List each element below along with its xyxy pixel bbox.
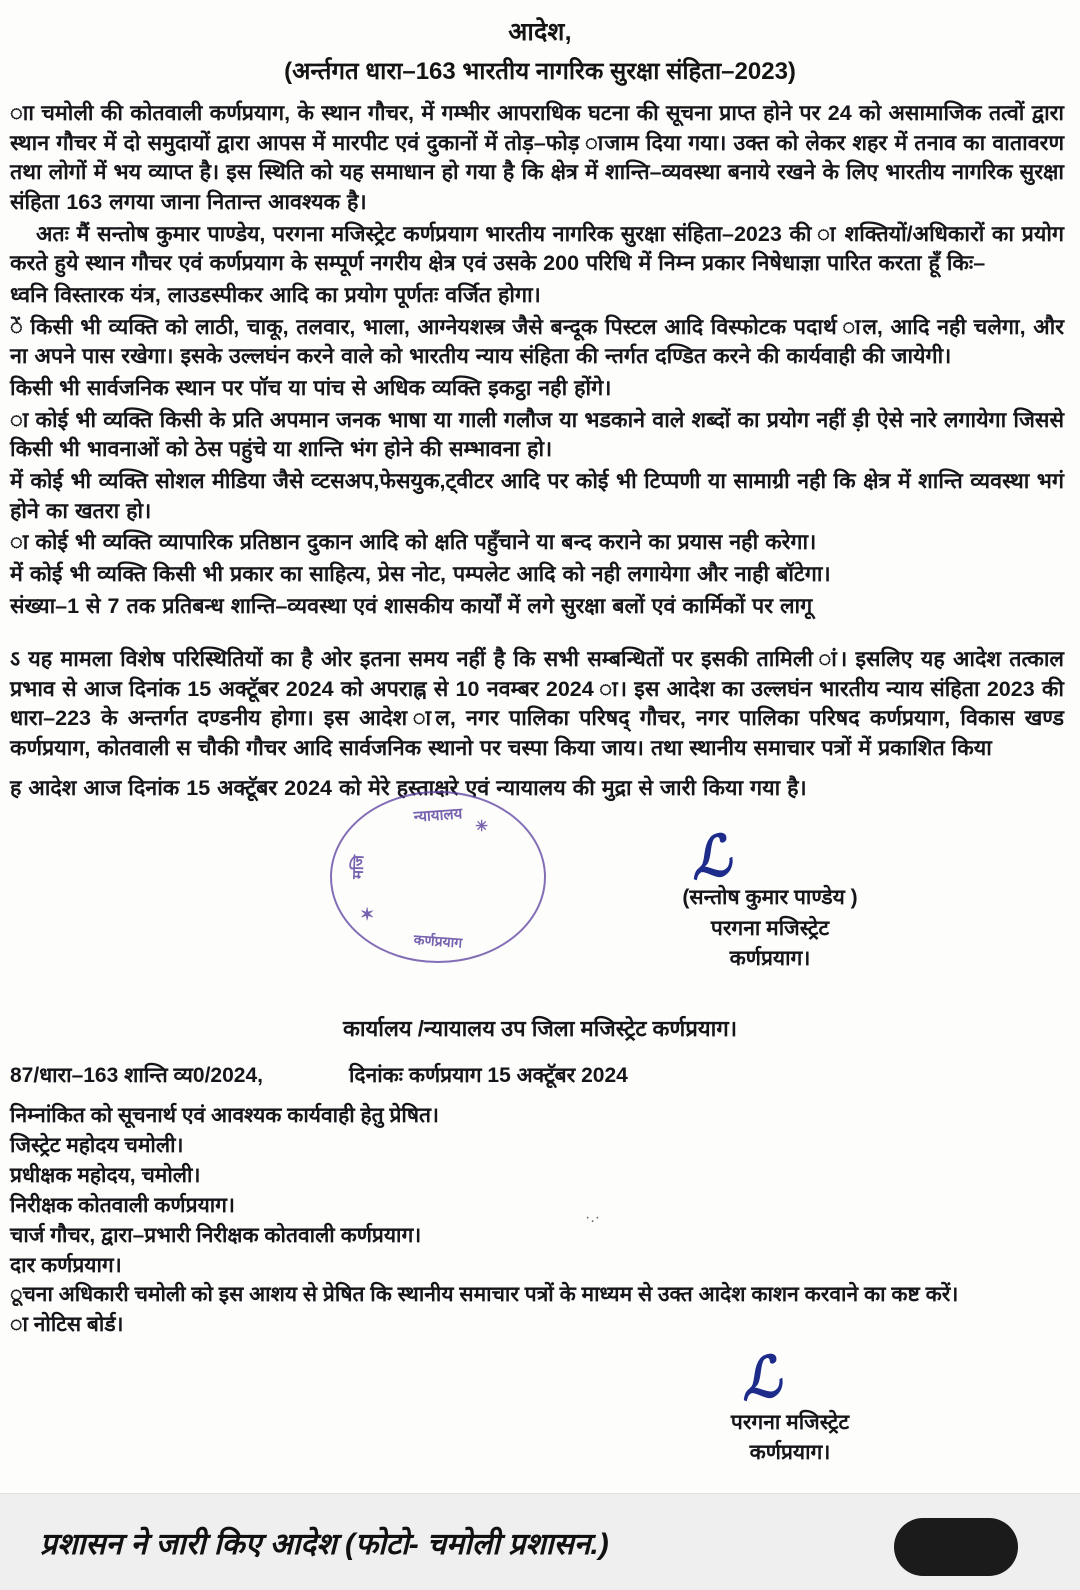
order-clause: में कोई भी व्यक्ति किसी भी प्रकार का साहित्य, प्रेस नोट, पम्पलेट आदि को नही लगायेगा और नाही बॉटेगा।	[10, 561, 831, 586]
office-signatory-block	[640, 1408, 940, 1469]
order-clause: संख्या–1 से 7 तक प्रतिबन्ध शान्ति–व्यवस्था एवं शासकीय कार्यों में लगे सुरक्षा बलों एवं कार्मिकों पर लागू	[10, 593, 813, 618]
list-item: जिस्ट्रेट महोदय चमोली।	[10, 1134, 184, 1158]
signatory-place: कर्णप्रयाग।	[749, 1441, 831, 1465]
list-item: दार कर्णप्रयाग।	[10, 1253, 122, 1277]
order-subtitle: (अर्न्तगत धारा–163 भारतीय नागरिक सुरक्षा संहिता–2023)	[284, 58, 796, 85]
action-pill-button[interactable]	[894, 1518, 1018, 1576]
signature-area	[0, 807, 1080, 1003]
court-seal-stamp	[330, 791, 546, 963]
list-item: ूचना अधिकारी चमोली को इस आशय से प्रेषित कि स्थानीय समाचार पत्रों के माध्यम से उक्त आदेश काशन करवाने का कष्ट करें।	[10, 1283, 959, 1307]
handwritten-signature: ℒ	[735, 1343, 781, 1415]
order-paragraph: ऽ यह मामला विशेष परिस्थितियों का है ओर इतना समय नहीं है कि सभी सम्बन्धितों पर इसकी तामिली ां। इसलिए यह आदेश तत्काल प्रभाव से आज दिनांक 15 अक्टूॅबर 2024 को अपराह्न से 10 नवम्बर 2024 ा। इस आदेश का उल्लघंन भारतीय न्याय संहिता 2023 की धारा–223 के अन्तर्गत दण्डनीय होगा। इस आदेश ाल, नगर पालिका परिषद् गौचर, नगर पालिका परिषद कर्णप्रयाग, विकास खण्ड कर्णप्रयाग, कोतवाली स चौकी गौचर आदि सार्वजनिक स्थानो पर चस्पा किया जाय। तथा स्थानीय समाचार पत्रों में प्रकाशित किया	[10, 647, 1064, 761]
order-paragraph: अतः मैं सन्तोष कुमार पाण्डेय, परगना मजिस्ट्रेट कर्णप्रयाग भारतीय नागरिक सुरक्षा संहिता–2023 की ा शक्तियों/अधिकारों का प्रयोग करते हुये स्थान गौचर एवं कर्णप्रयाग के सम्पूर्ण नगरीय क्षेत्र एवं उसके 200 परिधि में निम्न प्रकार निषेधाज्ञा पारित करता हूँ किः–	[10, 221, 1064, 276]
order-title: आदेश,	[508, 18, 572, 46]
caption-text: प्रशासन ने जारी किए आदेश (फोटो- चमोली प्रशासन.)	[40, 1528, 609, 1561]
signatory-place: कर्णप्रयाग।	[729, 947, 811, 971]
reference-row	[0, 1061, 1080, 1089]
signatory-block	[620, 883, 920, 974]
order-clause: ध्वनि विस्तारक यंत्र, लाउडस्पीकर आदि का प्रयोग पूर्णतः वर्जित होगा।	[10, 282, 541, 307]
list-item: निरीक्षक कोतवाली कर्णप्रयाग।	[10, 1193, 235, 1217]
list-item: ा नोटिस बोर्ड।	[10, 1313, 124, 1337]
signatory-designation: परगना मजिस्ट्रेट	[730, 1410, 850, 1434]
reference-number: 87/धारा–163 शान्ति व्य0/2024,	[10, 1064, 263, 1088]
order-clause: में कोई भी व्यक्ति सोशल मीडिया जैसे व्टसअप,फेसयुक,ट्वीटर आदि पर कोई भी टिप्पणी या सामाग्री नही कि क्षेत्र में शान्ति व्यवस्था भगं होने का खतरा हो।	[10, 468, 1064, 523]
list-item: प्रधीक्षक महोदय, चमोली।	[10, 1164, 201, 1188]
ink-speck: ·.·	[585, 1209, 601, 1226]
signatory-name: (सन्तोष कुमार पाण्डेय )	[682, 886, 858, 910]
document-page	[0, 14, 1080, 1494]
seal-left-text: मजि	[349, 855, 368, 880]
order-paragraph: ाा चमोली की कोतवाली कर्णप्रयाग, के स्थान गौचर, में गम्भीर आपराधिक घटना की सूचना प्राप्त होने पर 24 को असामाजिक तत्वों द्वारा स्थान गौचर में दो समुदायों द्वारा आपस में मारपीट एवं दुकानों में तोड़–फोड़ ाजाम दिया गया। उक्त को लेकर शहर में तनाव का वातावरण तथा लोगों में भय व्याप्त है। इस स्थिति को यह समाधान हो गया है कि क्षेत्र में शान्ति–व्यवस्था बनाये रखने के लिए भारतीय नागरिक सुरक्षा संहिता 163 लगया जाना नितान्त आवश्यक है।	[10, 101, 1064, 214]
order-body	[0, 99, 1080, 803]
order-clause: ा कोई भी व्यक्ति व्यापारिक प्रतिष्ठान दुकान आदि को क्षति पहुँचाने या बन्द कराने का प्रयास नही करेगा।	[10, 530, 817, 555]
office-signature-area	[0, 1343, 1080, 1494]
seal-top-text: न्यायालय	[413, 805, 463, 827]
list-item: चार्ज गौचर, द्वारा–प्रभारी निरीक्षक कोतवाली कर्णप्रयाग।	[10, 1223, 422, 1247]
distribution-intro: निम्नांकित को सूचनार्थ एवं आवश्यक कार्यवाही हेतु प्रेषित।	[10, 1104, 439, 1128]
distribution-list	[0, 1101, 1080, 1340]
order-clause: ें किसी भी व्यक्ति को लाठी, चाकू, तलवार, भाला, आग्नेयशस्त्र जैसे बन्दूक पिस्टल आदि विस्फोटक पदार्थ ाल, आदि नही चलेगा, और ना अपने पास रखेगा। इसके उल्लघंन करने वाले को भारतीय न्याय संहिता की न्तर्गत दण्डित करने की कार्यवाही की जायेगी।	[10, 314, 1064, 369]
seal-bottom-text: कर्णप्रयाग	[413, 931, 463, 952]
order-clause: किसी भी सार्वजनिक स्थान पर पॉच या पांच से अधिक व्यक्ति इकट्ठा नही होंगे।	[10, 375, 612, 400]
order-issue-line: ह आदेश आज दिनांक 15 अक्टूॅबर 2024 को मेरे हस्ताक्षरे एवं न्यायालय की मुद्रा से जारी किया गया है।	[10, 775, 807, 800]
seal-star-icon: ✶	[360, 905, 375, 925]
office-heading: कार्यालय /न्यायालय उप जिला मजिस्ट्रेट कर्णप्रयाग।	[342, 1016, 738, 1042]
caption-bar	[0, 1493, 1080, 1590]
order-clause: ा कोई भी व्यक्ति किसी के प्रति अपमान जनक भाषा या गाली गलौज या भडकाने वाले शब्दों का प्रयोग नहीं ड़ी ऐसे नारे लगायेगा जिससे किसी भी भावनाओं को ठेस पहुंचे या शान्ति भंग होने की सम्भावना हो।	[10, 407, 1064, 462]
signatory-designation: परगना मजिस्ट्रेट	[710, 916, 830, 940]
handwritten-signature: ℒ	[685, 823, 731, 894]
seal-star-icon: ✳	[475, 818, 488, 836]
reference-date: दिनांकः कर्णप्रयाग 15 अक्टूॅबर 2024	[348, 1064, 628, 1088]
